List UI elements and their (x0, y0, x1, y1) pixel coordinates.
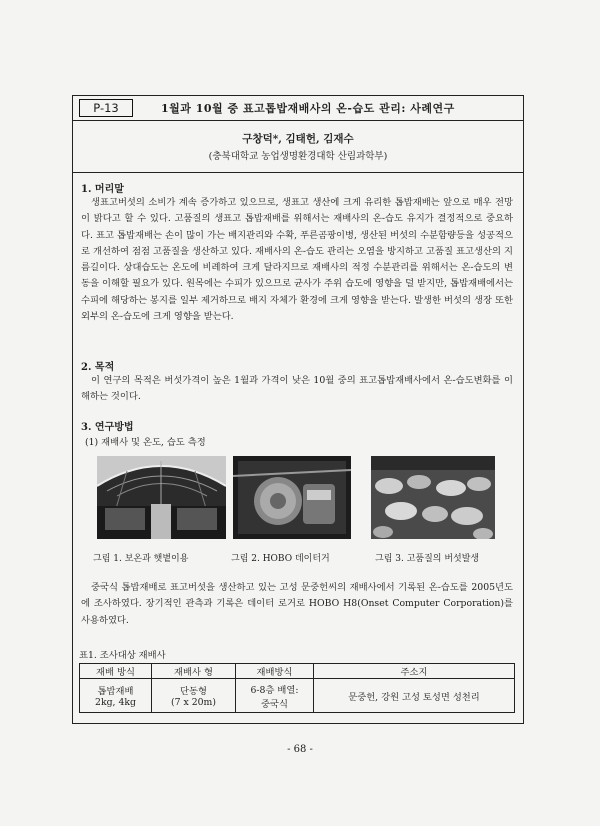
cell-line: 단동형 (180, 686, 207, 697)
affiliation: (충북대학교 농업생명환경대학 산림과학부) (208, 151, 388, 162)
methods-paragraph: 중국식 톱밥재배로 표고버섯을 생산하고 있는 고성 문중헌씨의 재배사에서 기록된 온-습도를 2005년도에 조사하였다. 장기적인 관측과 기록은 데이터 로거로 HOBO H8(Onset Computer Corporation)를 사용하였다. (81, 582, 513, 626)
section-heading-intro: 1. 머리말 (81, 184, 124, 195)
cell-line: 2kg, 4kg (95, 697, 136, 708)
table-row (80, 679, 515, 713)
figure-2-caption: 그림 2. HOBO 데이터거 (231, 554, 330, 564)
table-header: 주소지 (314, 664, 515, 679)
divider (73, 172, 523, 173)
page-number: - 68 - (287, 744, 313, 755)
intro-paragraph: 생표고버섯의 소비가 계속 증가하고 있으므로, 생표고 생산에 크게 유리한 톱밥재배는 앞으로 매우 전망이 밝다고 할 수 있다. 고품질의 생표고 톱밥재배를 위해서는 재배사의 온-습도 유지가 결정적으로 중요하다. 표고 톱밥재배는 손이 많이 가는 배지관리와 수확, 푸른곰팡이병, 생산된 버섯의 수분함량등을 성공적으로 개선하여 점점 고품질을 생산하고 있다. 재배사의 온-습도 관리는 오염을 방지하고 고품질 표고생산의 지름길이다. 상대습도는 온도에 비례하여 크게 달라지므로 재배사의 적정 수분관리를 위해서는 온-습도의 변동을 이해할 필요가 있다. 원목에는 수피가 있으므로 균사가 주위 습도에 영향을 덜 받지만, 톱밥재배에서는 수피에 해당하는 봉지를 일부 제거하므로 배지 자체가 환경에 크게 영향을 받는다. 발생한 버섯의 생장 또한 외부의 온-습도에 크게 영향을 받는다. (81, 197, 513, 323)
poster-code: P-13 (79, 99, 133, 117)
cell-line: 중국식 (261, 698, 288, 710)
table-cell (80, 679, 152, 713)
cell-line: 톱밥재배 (97, 686, 134, 697)
paper-title: 1월과 10월 중 표고톱밥재배사의 온-습도 관리: 사례연구 (161, 102, 455, 115)
hobo-logger-photo (233, 456, 351, 539)
figure-1-caption: 그림 1. 보온과 햇볕이용 (93, 554, 189, 564)
table-cell (236, 679, 314, 713)
section-heading-purpose: 2. 목적 (81, 362, 115, 373)
authors: 구창덕*, 김태헌, 김재수 (242, 133, 354, 145)
title-row (73, 96, 523, 121)
abstract-frame (72, 95, 524, 724)
table-cell (152, 679, 236, 713)
figure-3-caption: 그림 3. 고품질의 버섯발생 (375, 554, 480, 564)
cell-line: 6-8층 배열: (250, 684, 299, 696)
greenhouse-photo (97, 456, 226, 539)
table-header-row (80, 664, 515, 679)
cell-line: (7 x 20m) (171, 697, 216, 708)
purpose-paragraph: 이 연구의 목적은 버섯가격이 높은 1월과 가격이 낮은 10월 중의 표고톱밥재배사에서 온-습도변화를 이해하는 것이다. (81, 375, 513, 403)
table-header: 재배사 형 (152, 664, 236, 679)
table-cell: 문중헌, 강원 고성 토성면 성천리 (314, 679, 515, 713)
methods-subheading: (1) 재배사 및 온도, 습도 측정 (85, 437, 206, 448)
table-caption: 표1. 조사대상 재배사 (79, 650, 166, 661)
table-header: 재배 방식 (80, 664, 152, 679)
section-heading-methods: 3. 연구방법 (81, 422, 134, 433)
mushroom-photo (371, 456, 495, 539)
site-table (79, 663, 515, 713)
table-header: 재배방식 (236, 664, 314, 679)
